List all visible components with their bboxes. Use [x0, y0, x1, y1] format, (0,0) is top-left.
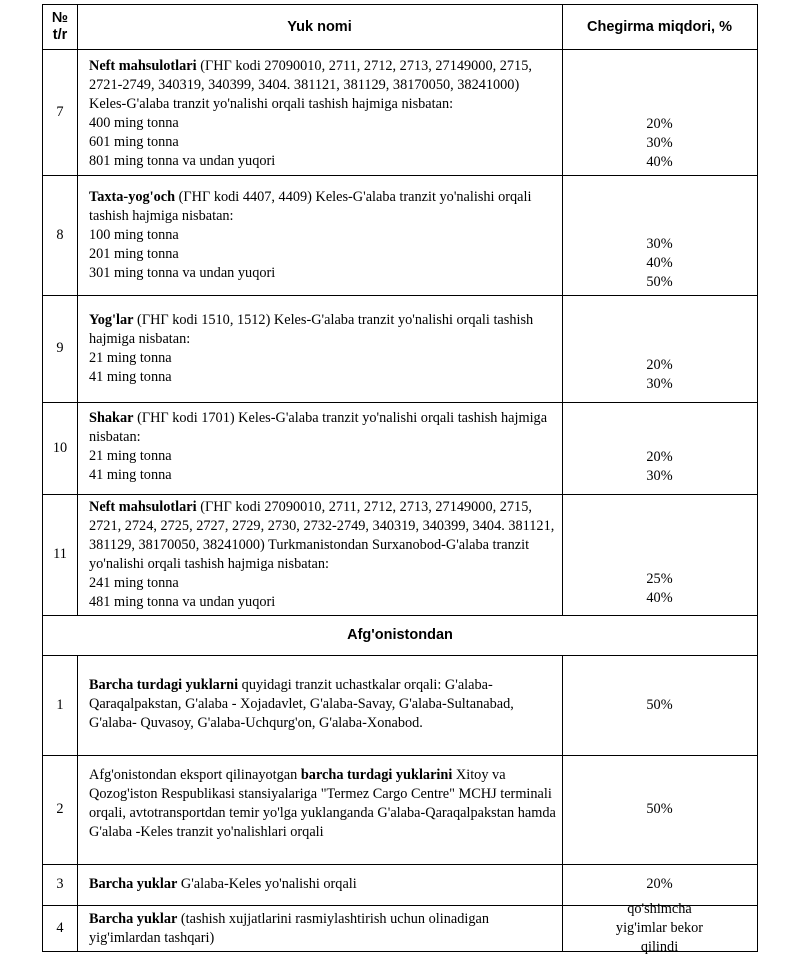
- row-number: 7: [56, 103, 64, 120]
- discount-values: [562, 494, 757, 608]
- volume-tier: 41 ming tonna: [89, 467, 172, 483]
- cargo-details: (ГНГ kodi 27090010, 2711, 2712, 2713, 27149000, 2715, 2721-2749, 340319, 340399, 3404. 381121, 381129, 38170050, 38241000) Keles-G'alaba tranzit yo'nalishi orqali tashish hajmiga nisbatan:: [89, 58, 532, 112]
- cargo-description: [77, 910, 562, 948]
- row-number: 1: [56, 696, 64, 713]
- section-title: Afg'onistondan: [43, 616, 757, 655]
- cargo-details: G'alaba-Keles yo'nalishi orqali: [177, 876, 357, 892]
- discount-values: [562, 402, 757, 486]
- discount-value: 20%: [646, 357, 673, 373]
- cargo-details: quyidagi tranzit uchastkalar orqali: G'alaba-Qaraqalpakstan, G'alaba - Xojadavlet, G'alaba-Savay, G'alaba-Sultanabad, G'alaba- Quvasoy, G'alaba-Uchqurg'on, G'alaba-Xonabod.: [89, 677, 514, 731]
- discount-values: [562, 175, 757, 292]
- cargo-description: [77, 766, 562, 842]
- volume-tier: 100 ming tonna: [89, 227, 179, 243]
- cargo-description: [77, 498, 562, 612]
- cargo-text: [89, 409, 556, 447]
- cargo-name: Barcha yuklar: [89, 911, 178, 927]
- discount-value: 30%: [646, 376, 673, 392]
- cargo-details: (ГНГ kodi 1701) Keles-G'alaba tranzit yo'nalishi orqali tashish hajmiga nisbatan:: [89, 410, 548, 445]
- discount-value: 50%: [646, 801, 673, 817]
- discount-value: 50%: [646, 274, 673, 290]
- discount-value: qo'shimcha yig'imlar bekor qilindi: [615, 900, 704, 955]
- discount-table: [42, 4, 758, 955]
- cargo-name: Barcha yuklar: [89, 876, 178, 892]
- discount-value: 20%: [646, 449, 673, 465]
- discount-value: 40%: [646, 255, 673, 271]
- discount-value: 50%: [646, 696, 673, 713]
- row-number: 10: [52, 439, 68, 456]
- discount-values: [562, 655, 757, 755]
- cargo-name: Taxta-yog'och: [89, 189, 176, 205]
- row-number: 4: [56, 919, 64, 936]
- cargo-text: [89, 311, 556, 349]
- cargo-text: [89, 57, 556, 114]
- header-number: № t/r: [51, 10, 69, 43]
- volume-tier: 601 ming tonna: [89, 134, 179, 150]
- row-number: 2: [56, 801, 64, 817]
- cargo-text: [89, 188, 556, 226]
- cargo-description: [77, 409, 562, 485]
- cargo-name: Neft mahsulotlari: [89, 58, 197, 74]
- cargo-description: [77, 57, 562, 171]
- discount-value: 30%: [646, 135, 673, 151]
- cargo-details: Xitoy va Qozog'iston Respublikasi stansiyalariga "Termez Cargo Centre" MCHJ terminali orqali, avtotransportdan temir yo'lga yuklanganda G'alaba-Qaraqalpakstan hamda G'alaba -Keles tranzit yo'nalishlari orqali: [89, 767, 556, 840]
- volume-tier: 301 ming tonna va undan yuqori: [89, 265, 276, 281]
- row-number: 8: [56, 226, 64, 243]
- cargo-text: [89, 498, 556, 574]
- row-number: 9: [56, 340, 64, 356]
- volume-tier: 21 ming tonna: [89, 350, 172, 366]
- discount-values: [562, 755, 757, 864]
- cargo-description: [77, 311, 562, 387]
- volume-tier: 481 ming tonna va undan yuqori: [89, 594, 276, 610]
- cargo-details: (ГНГ kodi 4407, 4409) Keles-G'alaba tranzit yo'nalishi orqali tashish hajmiga nisbatan:: [89, 189, 532, 224]
- cargo-details: (ГНГ kodi 1510, 1512) Keles-G'alaba tranzit yo'nalishi orqali tashish hajmiga nisbatan:: [89, 312, 534, 347]
- volume-tier: 400 ming tonna: [89, 115, 179, 131]
- volume-tier: 801 ming tonna va undan yuqori: [89, 153, 276, 169]
- cargo-name: Yog'lar: [89, 312, 134, 328]
- cargo-details: (ГНГ kodi 27090010, 2711, 2712, 2713, 27149000, 2715, 2721, 2724, 2725, 2727, 2729, 2730, 2732-2749, 340319, 340399, 3404. 381121, 381129, 38170050, 38241000) Turkmanistondan Surxanobod-G'alaba tranzit yo'nalishi orqali tashish hajmiga nisbatan:: [89, 499, 555, 572]
- cargo-name: Shakar: [89, 410, 134, 426]
- discount-value: 20%: [646, 876, 673, 892]
- cargo-name: Neft mahsulotlari: [89, 499, 197, 515]
- discount-value: 30%: [646, 236, 673, 252]
- discount-values: [562, 49, 757, 172]
- header-cargo-name: Yuk nomi: [287, 18, 352, 35]
- cargo-prefix: Afg'onistondan eksport qilinayotgan: [89, 767, 301, 783]
- row-number: 11: [53, 546, 67, 562]
- volume-tier: 41 ming tonna: [89, 369, 172, 385]
- volume-tier: 201 ming tonna: [89, 246, 179, 262]
- volume-tier: 21 ming tonna: [89, 448, 172, 464]
- cargo-description: [77, 188, 562, 283]
- cargo-name: barcha turdagi yuklarini: [300, 767, 453, 783]
- discount-value: 40%: [646, 590, 673, 606]
- discount-values: [562, 295, 757, 394]
- cargo-description: [77, 676, 562, 733]
- discount-value: 30%: [646, 468, 673, 484]
- discount-value: 25%: [646, 571, 673, 587]
- row-number: 3: [56, 876, 64, 892]
- cargo-name: Barcha turdagi yuklarni: [89, 677, 239, 693]
- discount-value: 40%: [646, 154, 673, 170]
- cargo-description: [77, 875, 562, 894]
- cargo-details: (tashish xujjatlarini rasmiylashtirish uchun olinadigan yig'imlardan tashqari): [89, 911, 490, 946]
- discount-value: 20%: [646, 116, 673, 132]
- volume-tier: 241 ming tonna: [89, 575, 179, 591]
- discount-values: [562, 900, 757, 955]
- header-discount: Chegirma miqdori, %: [586, 18, 733, 35]
